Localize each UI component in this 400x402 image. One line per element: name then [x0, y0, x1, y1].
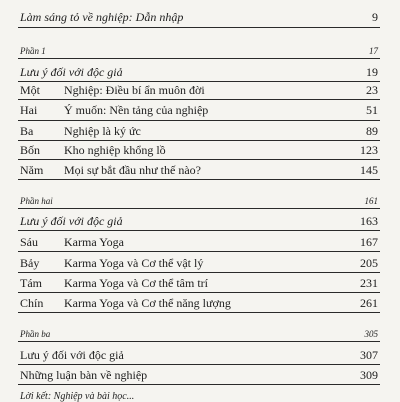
- divider: [18, 341, 380, 342]
- divider: [18, 230, 380, 231]
- toc-entry-chapter[interactable]: [20, 235, 378, 250]
- divider: [18, 58, 380, 59]
- toc-entry-chapter[interactable]: [20, 124, 378, 139]
- divider: [18, 140, 380, 141]
- toc-entry-note-2[interactable]: [20, 214, 378, 229]
- part-label: Phần ba: [20, 329, 51, 339]
- part-heading-2[interactable]: [20, 196, 378, 206]
- toc-entry-chapter[interactable]: [20, 143, 378, 158]
- entry-page: 19: [366, 65, 378, 79]
- divider: [18, 159, 380, 160]
- toc-entry-intro[interactable]: [20, 10, 378, 25]
- divider: [18, 27, 380, 28]
- entry-page: 89: [366, 124, 378, 138]
- entry-page: 307: [360, 348, 378, 362]
- entry-title: Lưu ý đối với độc giả: [20, 65, 123, 79]
- divider: [18, 272, 380, 273]
- toc-entry-cutoff[interactable]: [20, 391, 378, 402]
- chapter-number: Ba: [20, 124, 34, 138]
- entry-page: 167: [360, 235, 378, 249]
- divider: [18, 120, 380, 121]
- entry-page: 51: [366, 103, 378, 117]
- entry-page: 261: [360, 296, 378, 310]
- entry-title: Ý muốn: Nền tảng của nghiệp: [64, 103, 209, 117]
- toc-entry-note-3[interactable]: [20, 348, 378, 363]
- entry-page: 9: [372, 10, 378, 24]
- entry-title: Nghiệp là ký ức: [64, 124, 141, 138]
- entry-title: Lời kết: Nghiệp và bài học...: [20, 391, 135, 402]
- entry-title: Làm sáng tỏ về nghiệp: Dẫn nhập: [20, 10, 184, 24]
- divider: [18, 179, 380, 180]
- entry-title: Kho nghiệp khổng lồ: [64, 143, 166, 157]
- toc-entry-chapter[interactable]: [20, 296, 378, 311]
- chapter-number: Năm: [20, 163, 44, 177]
- entry-page: 309: [360, 368, 378, 382]
- entry-page: 23: [366, 83, 378, 97]
- entry-page: 123: [360, 143, 378, 157]
- entry-page: 205: [360, 256, 378, 270]
- part-page: 17: [369, 46, 378, 56]
- toc-entry-chapter[interactable]: [20, 103, 378, 118]
- entry-page: 163: [360, 214, 378, 228]
- entry-title: Lưu ý đối với độc giả: [20, 348, 124, 362]
- entry-title: Lưu ý đối với độc giả: [20, 214, 123, 228]
- toc-entry-chapter[interactable]: [20, 163, 378, 178]
- entry-title: Mọi sự bắt đầu như thế nào?: [64, 163, 201, 177]
- entry-title: Karma Yoga và Cơ thể vật lý: [64, 256, 204, 270]
- divider: [18, 208, 380, 209]
- chapter-number: Sáu: [20, 235, 38, 249]
- part-page: 161: [364, 196, 378, 206]
- divider: [18, 251, 380, 252]
- part-heading-1[interactable]: [20, 46, 378, 56]
- chapter-number: Bảy: [20, 256, 40, 270]
- toc-entry-note-1[interactable]: [20, 65, 378, 80]
- chapter-number: Hai: [20, 103, 38, 117]
- chapter-number: Bốn: [20, 143, 41, 157]
- toc-entry-chapter[interactable]: [20, 83, 378, 98]
- entry-page: 145: [360, 163, 378, 177]
- chapter-number: Tám: [20, 276, 42, 290]
- toc-entry-chapter[interactable]: [20, 256, 378, 271]
- divider: [18, 81, 380, 82]
- divider: [18, 99, 380, 100]
- entry-title: Karma Yoga: [64, 235, 124, 249]
- divider: [18, 364, 380, 365]
- entry-title: Karma Yoga và Cơ thể tâm trí: [64, 276, 208, 290]
- entry-title: Nghiệp: Điều bí ẩn muôn đời: [64, 83, 205, 97]
- toc-entry-chapter[interactable]: [20, 368, 378, 383]
- entry-title: Những luận bàn về nghiệp: [20, 368, 148, 382]
- chapter-number: Chín: [20, 296, 44, 310]
- divider: [18, 384, 380, 385]
- part-page: 305: [364, 329, 378, 339]
- part-label: Phần 1: [20, 46, 46, 56]
- entry-page: 231: [360, 276, 378, 290]
- toc-entry-chapter[interactable]: [20, 276, 378, 291]
- chapter-number: Một: [20, 83, 41, 97]
- divider: [18, 312, 380, 313]
- part-heading-3[interactable]: [20, 329, 378, 339]
- entry-title: Karma Yoga và Cơ thể năng lượng: [64, 296, 231, 310]
- part-label: Phần hai: [20, 196, 53, 206]
- divider: [18, 292, 380, 293]
